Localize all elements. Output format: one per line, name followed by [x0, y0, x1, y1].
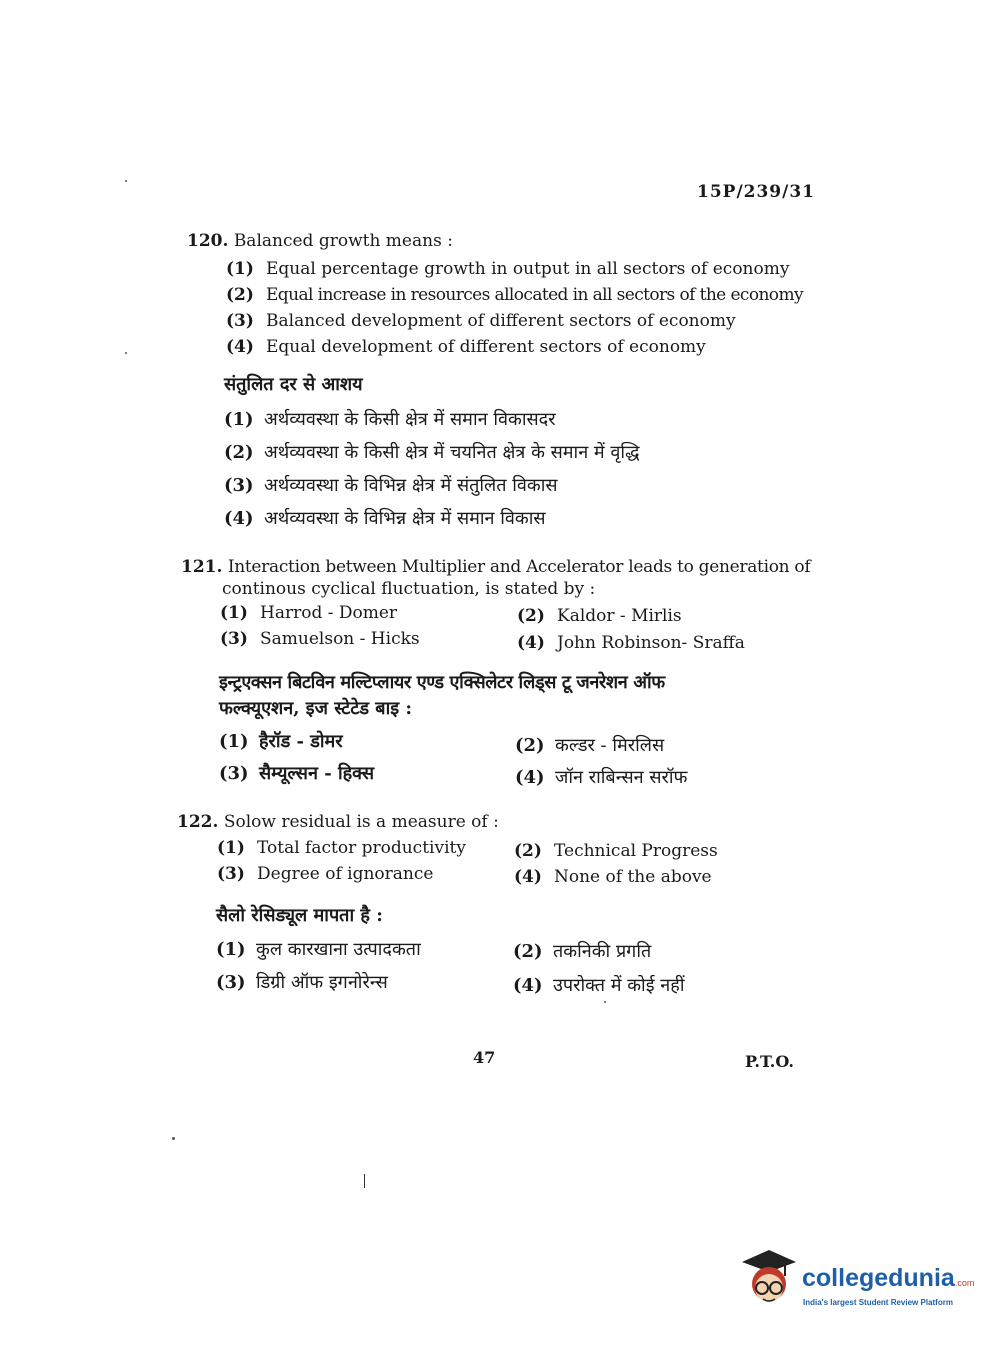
hindi-question-120: संतुलित दर से आशय — [224, 374, 363, 395]
hindi-option-121-3: (3) सैम्यूल्सन - हिक्स — [219, 763, 375, 784]
scan-speck — [125, 352, 127, 354]
question-122 — [177, 812, 499, 832]
hindi-option-120-4: (4) अर्थव्यवस्था के विभिन्न क्षेत्र में समान विकास — [224, 508, 546, 529]
option-121-2: (2) Kaldor - Mirlis — [517, 606, 682, 626]
hindi-option-120-2: (2) अर्थव्यवस्था के किसी क्षेत्र में चयनित क्षेत्र के समान में वृद्धि — [224, 442, 640, 463]
option-122-1: (1) Total factor productivity — [217, 838, 466, 858]
option-122-4: (4) None of the above — [514, 867, 712, 887]
scan-mark — [364, 1174, 365, 1188]
hindi-option-122-1: (1) कुल कारखाना उत्पादकता — [216, 939, 421, 960]
hindi-option-122-3: (3) डिग्री ऑफ इगनोरेन्स — [216, 972, 388, 993]
question-121-line2: continous cyclical fluctuation, is stated by : — [222, 579, 596, 599]
hindi-question-121-line2: फल्क्यूएशन, इज स्टेटेड बाइ : — [219, 698, 412, 719]
hindi-option-121-2: (2) कल्डर - मिरलिस — [515, 735, 665, 756]
collegedunia-logo — [740, 1248, 975, 1318]
option-122-3: (3) Degree of ignorance — [217, 864, 434, 884]
option-122-2: (2) Technical Progress — [514, 841, 718, 861]
pto-label: P.T.O. — [745, 1052, 794, 1071]
page-number: 47 — [473, 1048, 496, 1067]
option-120-2: (2) Equal increase in resources allocated in all sectors of the economy — [226, 285, 803, 305]
mascot-icon — [740, 1248, 798, 1310]
hindi-option-121-1: (1) हैरॉड - डोमर — [219, 731, 343, 752]
hindi-option-120-1: (1) अर्थव्यवस्था के किसी क्षेत्र में समान विकासदर — [224, 409, 556, 430]
option-120-1: (1) Equal percentage growth in output in all sectors of economy — [226, 259, 790, 279]
hindi-option-120-3: (3) अर्थव्यवस्था के विभिन्न क्षेत्र में संतुलित विकास — [224, 475, 558, 496]
scan-speck — [604, 1001, 606, 1003]
question-text: Balanced growth means : — [233, 231, 453, 251]
logo-tagline: India's largest Student Review Platform — [803, 1298, 953, 1307]
option-121-4: (4) John Robinson- Sraffa — [517, 633, 745, 653]
hindi-question-122: सैलो रेसिड्यूल मापता है : — [216, 905, 383, 926]
option-121-1: (1) Harrod - Domer — [220, 603, 398, 623]
question-number: 120. — [187, 231, 229, 251]
question-number: 122. — [177, 812, 219, 832]
question-text: Interaction between Multiplier and Accelerator leads to generation of — [227, 557, 811, 577]
hindi-option-121-4: (4) जॉन राबिन्सन सरॉफ — [515, 767, 688, 788]
question-text: Solow residual is a measure of : — [223, 812, 499, 832]
paper-code: 15P/239/31 — [697, 182, 816, 202]
scan-speck — [172, 1137, 175, 1140]
question-121 — [181, 557, 810, 577]
hindi-option-122-4: (4) उपरोक्त में कोई नहीं — [513, 975, 685, 996]
logo-wordmark: collegedunia.com — [802, 1264, 975, 1292]
option-120-3: (3) Balanced development of different sectors of economy — [226, 311, 736, 331]
hindi-question-121: इन्ट्रएक्सन बिटविन मल्टिप्लायर एण्ड एक्सिलेटर लिड्स टू जनरेशन ऑफ — [219, 672, 665, 693]
question-number: 121. — [181, 557, 223, 577]
hindi-option-122-2: (2) तकनिकी प्रगति — [513, 941, 652, 962]
scan-speck — [125, 180, 127, 182]
option-120-4: (4) Equal development of different sectors of economy — [226, 337, 706, 357]
option-121-3: (3) Samuelson - Hicks — [220, 629, 420, 649]
question-120 — [187, 231, 453, 251]
